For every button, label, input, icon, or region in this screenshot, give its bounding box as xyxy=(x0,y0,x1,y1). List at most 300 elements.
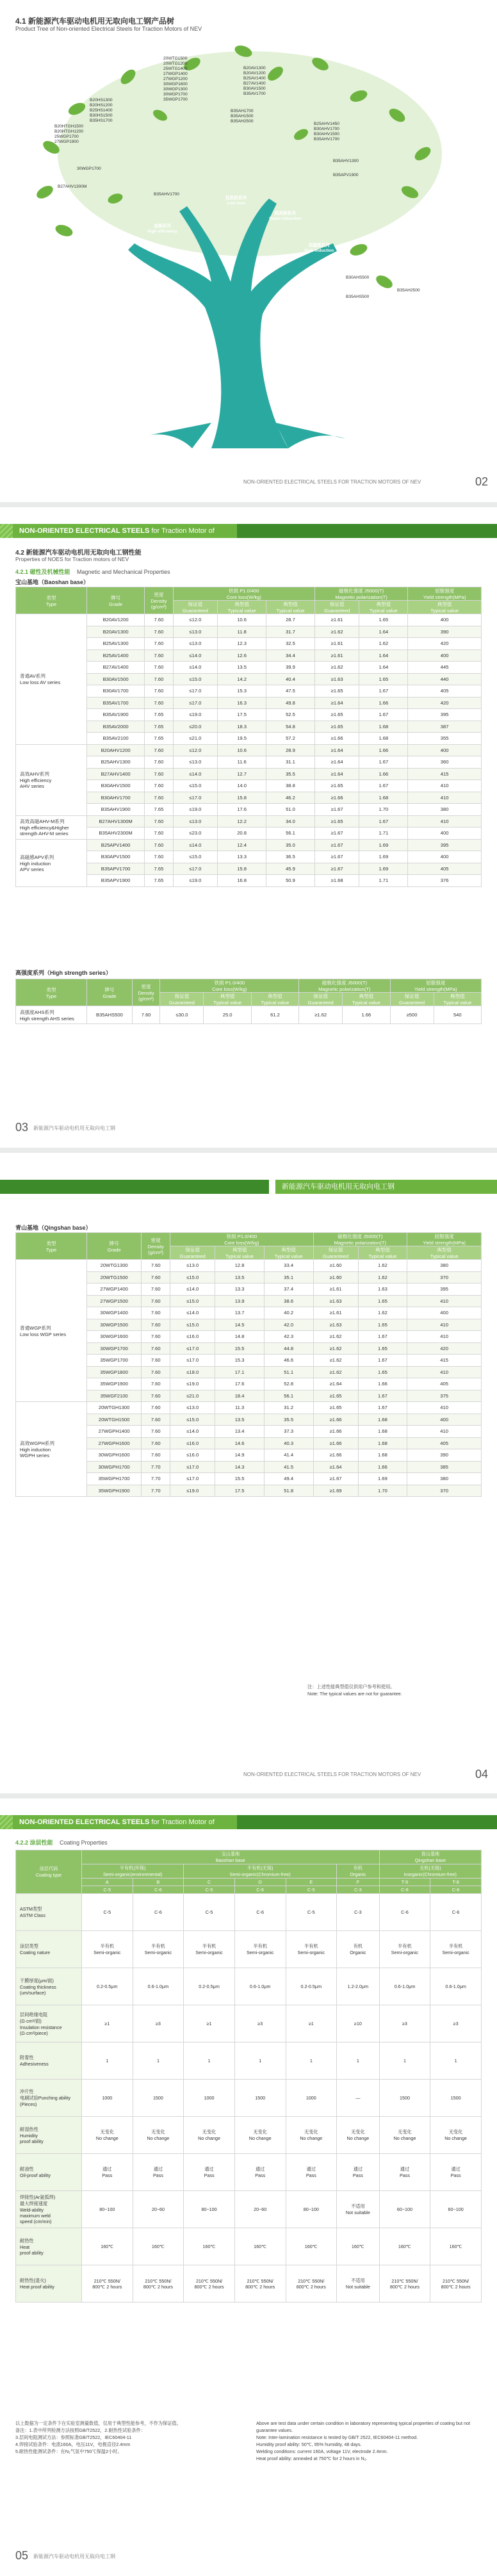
table-cell: 27WGP1500 xyxy=(87,1295,142,1307)
table-cell: ≥1.66 xyxy=(314,792,359,804)
table-cell: 7.65 xyxy=(145,875,173,887)
table-cell: 通过 Pass xyxy=(234,2154,286,2191)
col-grade: 牌号 Grade xyxy=(87,587,145,614)
table-cell: B35AHV1900 xyxy=(87,804,145,816)
table-cell: 35.1 xyxy=(264,1271,313,1284)
table-cell: 7.60 xyxy=(145,780,173,792)
table-cell: 405 xyxy=(408,863,482,875)
table-cell: 35.0 xyxy=(266,839,315,851)
table-cell: 无变化 No change xyxy=(234,2117,286,2154)
table-cell: ≥1.67 xyxy=(314,851,359,863)
table-cell: ≥1.67 xyxy=(314,827,359,840)
table-cell: B30AV1500 xyxy=(87,673,145,685)
page-product-tree xyxy=(0,0,497,502)
table-cell: 19.5 xyxy=(218,733,266,745)
table-cell: 80~100 xyxy=(286,2191,337,2228)
table-cell: 有机 Organic xyxy=(337,1931,380,1968)
notes-en: Above are test data under certain condition in laboratory representing typical properties of coating but not guarantee values. Note: Inter-lamination resistance is tested by GB/T 2522, IEC60404-11 method. Humidity proof ability: 50℃, 95% humidity, 48 days. Welding conditions: current 160A, voltage 11V, electrode 2.4mm. Heat proof ability: annealed at 750℃ for 2 hours in N₂. xyxy=(256,2420,471,2461)
table-cell: 41.5 xyxy=(264,1461,313,1473)
table-cell: 160℃ xyxy=(286,2228,337,2265)
table-cell: 1.62 xyxy=(358,1260,407,1272)
table-cell: 30WGPH1700 xyxy=(87,1461,142,1473)
table-cell: 1.66 xyxy=(359,697,408,709)
table-cell: 1.69 xyxy=(359,851,408,863)
table-cell: 1.69 xyxy=(358,1473,407,1485)
tree-branch-label: 高强度系列 High strength xyxy=(115,269,143,279)
table-cell: 通过 Pass xyxy=(379,2154,430,2191)
table-cell: 34.4 xyxy=(266,649,315,662)
table-cell: ≥1.67 xyxy=(314,839,359,851)
table-cell: 44.8 xyxy=(264,1342,313,1355)
table-cell: 1.65 xyxy=(359,614,408,626)
table-cell: ≥1.64 xyxy=(313,1461,358,1473)
table-cell: 31.1 xyxy=(266,756,315,769)
table-cell: 17.5 xyxy=(218,709,266,721)
row-header: 焊接性(Ar氩弧焊) 最大焊接速度 Weld-ability maximum weld speed (cm/min) xyxy=(16,2191,82,2228)
col-density: 密度 Density (g/cm³) xyxy=(142,1233,170,1260)
table-cell: 1.66 xyxy=(359,744,408,756)
table-cell: ≤12.0 xyxy=(173,614,217,626)
table-cell: ≥1.66 xyxy=(313,1437,358,1449)
table-cell: 540 xyxy=(434,1006,481,1024)
table-cell: 1.62 xyxy=(358,1271,407,1284)
table-cell: 415 xyxy=(407,1355,482,1367)
table-cell: 355 xyxy=(408,733,482,745)
table-cell: 16.8 xyxy=(218,875,266,887)
col-yield: 屈服强度 Yield strength(MPa) xyxy=(408,587,482,601)
table-cell: 20WTG1300 xyxy=(87,1260,142,1272)
table-cell: 49.4 xyxy=(264,1473,313,1485)
coating-code: B xyxy=(133,1879,184,1886)
table-cell: 17.6 xyxy=(218,804,266,816)
table-cell: 445 xyxy=(408,662,482,674)
table-cell: 35WGP1800 xyxy=(87,1366,142,1378)
tree-grade-label: 30WGP1700 xyxy=(77,167,101,171)
table-cell: — xyxy=(337,2080,380,2117)
col-typical: 典型值 Typical value xyxy=(359,601,408,614)
table-cell: 11.3 xyxy=(215,1402,265,1414)
table-cell: 1.67 xyxy=(359,756,408,769)
table-cell: 7.60 xyxy=(142,1378,170,1390)
banner-main: NON-ORIENTED ELECTRICAL STEELS xyxy=(19,1818,150,1826)
subsection-number: 4.2.2 涂层性能 xyxy=(15,1839,53,1846)
table-cell: 14.2 xyxy=(218,673,266,685)
table-cell: 40.3 xyxy=(264,1437,313,1449)
table-cell: 20WTGH1500 xyxy=(87,1414,142,1426)
table-cell: 13.7 xyxy=(215,1307,265,1319)
table-row xyxy=(16,1260,482,1272)
table-cell: 20WTGH1300 xyxy=(87,1402,142,1414)
table-cell: 57.2 xyxy=(266,733,315,745)
table-cell: 半有机 Semi-organic xyxy=(184,1931,235,1968)
table-cell: B20AV1200 xyxy=(87,614,145,626)
table-cell: 410 xyxy=(407,1295,482,1307)
col-typical: 典型值 Typical value xyxy=(358,1246,407,1260)
table-cell: B35APV1900 xyxy=(87,875,145,887)
table-cell: 1500 xyxy=(133,2080,184,2117)
table-cell: 7.60 xyxy=(145,649,173,662)
table-row xyxy=(16,2042,482,2080)
table-cell: ≤12.0 xyxy=(173,744,217,756)
table-cell: ≥1.65 xyxy=(314,815,359,827)
table-cell: ≥1 xyxy=(82,2005,133,2042)
col-guaranteed: 保证值 Guaranteed xyxy=(314,601,359,614)
section-banner: 新能源汽车驱动电机用无取向电工钢 xyxy=(275,1180,497,1194)
table-cell: 1.65 xyxy=(358,1366,407,1378)
table-cell: 160℃ xyxy=(133,2228,184,2265)
table-cell: 1.67 xyxy=(358,1355,407,1367)
table-cell: ≥10 xyxy=(337,2005,380,2042)
table-cell: 46.2 xyxy=(266,792,315,804)
col-density: 密度 Density (g/cm³) xyxy=(145,587,173,614)
table-cell: 1.67 xyxy=(358,1390,407,1402)
table-cell: 13.5 xyxy=(215,1271,265,1284)
table-cell: 25.0 xyxy=(204,1006,251,1024)
table-cell: ≥1.62 xyxy=(313,1366,358,1378)
table-cell: 0.6-1.0μm xyxy=(234,1968,286,2005)
row-header: 耐湿热性 Humidity proof ability xyxy=(16,2117,82,2154)
row-header: ASTM类型 ASTM Class xyxy=(16,1894,82,1931)
table-cell: 无变化 No change xyxy=(379,2117,430,2154)
subsection-heading xyxy=(15,1838,108,1846)
table-cell: 1.67 xyxy=(358,1402,407,1414)
table-cell: 7.65 xyxy=(145,733,173,745)
table-cell: 405 xyxy=(407,1437,482,1449)
table-cell: 420 xyxy=(408,697,482,709)
table-row xyxy=(16,1894,482,1931)
table-cell: B27AV1400 xyxy=(87,662,145,674)
table-cell: 31.7 xyxy=(266,626,315,638)
table-cell: ≥3 xyxy=(430,2005,482,2042)
notes-cn: 以上数据为一定条件下在实验室测量数值，仅用于典型性能参考，不作为保证值。 备注：1.表中所列检测方法按照GB/T2522，2.耐热性试验条件： 3.层间电阻测试方法：参照标准GB/T2522，IEC60404-11 4.焊接试验条件：电流160A，电压11V，电极直径2.4mm 5.耐热性能测试条件：在N₂气氛中750℃保温2小时。 xyxy=(15,2420,181,2454)
table-cell: 通过 Pass xyxy=(184,2154,235,2191)
table-cell: 13.4 xyxy=(215,1426,265,1438)
col-typical: 典型值 Typical value xyxy=(343,993,390,1006)
table-cell: 7.65 xyxy=(145,863,173,875)
table-cell: B35AV2100 xyxy=(87,733,145,745)
coating-code: D xyxy=(234,1879,286,1886)
table-cell: 1.70 xyxy=(359,804,408,816)
table-cell: ≥1.62 xyxy=(314,626,359,638)
table-cell: ≥1.65 xyxy=(313,1390,358,1402)
coating-class: C-5 xyxy=(184,1886,235,1894)
tree-grade-label: B25AHV1450 B30AHV1700 B30AHV1500 B35AHV1700 xyxy=(314,122,339,142)
table-cell: C-5 xyxy=(184,1894,235,1931)
footer-text: 新能源汽车驱动电机用无取向电工钢 xyxy=(33,1125,115,1131)
table-row xyxy=(16,2117,482,2154)
table-cell: B25AHV1300 xyxy=(87,756,145,769)
table-cell: C-6 xyxy=(430,1894,482,1931)
tree-branch-label: 超高频系列 Super induction xyxy=(269,211,302,221)
table-cell: 51.0 xyxy=(266,804,315,816)
table-cell: 410 xyxy=(407,1402,482,1414)
table-cell: 395 xyxy=(408,709,482,721)
table-cell: 51.8 xyxy=(264,1485,313,1497)
table-cell: 7.60 xyxy=(142,1260,170,1272)
table-cell: 7.60 xyxy=(142,1449,170,1462)
high-strength-table xyxy=(15,979,482,1024)
footer-text: NON-ORIENTED ELECTRICAL STEELS FOR TRACTION MOTORS OF NEV xyxy=(243,479,421,485)
table-cell: 13.3 xyxy=(218,851,266,863)
table-cell: 7.60 xyxy=(142,1307,170,1319)
table-cell: 375 xyxy=(407,1390,482,1402)
table-cell: 1.67 xyxy=(359,780,408,792)
table-cell: 7.60 xyxy=(145,638,173,650)
table-cell: 80~100 xyxy=(82,2191,133,2228)
table-cell: B35AV2000 xyxy=(87,721,145,733)
table-cell: 无变化 No change xyxy=(184,2117,235,2154)
table-cell: ≤14.0 xyxy=(173,839,217,851)
table-cell: 13.5 xyxy=(215,1414,265,1426)
table-cell: 1.64 xyxy=(359,626,408,638)
table-cell: ≤17.0 xyxy=(170,1473,215,1485)
table-cell: ≥1.62 xyxy=(299,1006,343,1024)
table-cell: ≥1.62 xyxy=(313,1355,358,1367)
table-cell: 15.3 xyxy=(215,1355,265,1367)
table-row xyxy=(16,1968,482,2005)
page-subtitle: Product Tree of Non-oriented Electrical Steels for Traction Motors of NEV xyxy=(15,26,202,32)
table-cell: 7.60 xyxy=(145,626,173,638)
col-core-loss: 铁损 P1.0/400 Core loss(W/kg) xyxy=(160,979,299,993)
table-cell: 380 xyxy=(407,1473,482,1485)
table-cell: 7.60 xyxy=(142,1271,170,1284)
page-title: 4.1 新能源汽车驱动电机用无取向电工钢产品树 xyxy=(15,17,175,26)
table-cell: 35WGPH1900 xyxy=(87,1485,142,1497)
table-cell: 7.60 xyxy=(145,662,173,674)
table-cell: 14.6 xyxy=(215,1437,265,1449)
table-cell: 400 xyxy=(407,1307,482,1319)
series-category: 高效高磁AHV-M系列 High efficiency&Higher strength AHV-M series xyxy=(16,815,87,839)
table-cell: 46.6 xyxy=(264,1355,313,1367)
table-cell: 17.6 xyxy=(215,1378,265,1390)
tree-grade-label: B35AHS500 xyxy=(346,295,370,299)
table-cell: 1000 xyxy=(184,2080,235,2117)
table-cell: 1500 xyxy=(430,2080,482,2117)
table-cell: 15.5 xyxy=(215,1342,265,1355)
series-category: 普通WGP系列 Low loss WGP series xyxy=(16,1260,87,1402)
table-cell: ≥1.66 xyxy=(313,1414,358,1426)
banner-tail: for Traction Motor of NEV xyxy=(19,527,215,549)
table-cell: 无变化 No change xyxy=(286,2117,337,2154)
col-guaranteed: 保证值 Guaranteed xyxy=(160,993,204,1006)
note-cn: 注：上述性能典型值仅供用户参考和使用。 xyxy=(307,1684,395,1690)
table-cell: 7.65 xyxy=(145,721,173,733)
table-cell: 12.4 xyxy=(218,839,266,851)
table-cell: 7.60 xyxy=(142,1366,170,1378)
table-cell: 12.8 xyxy=(215,1260,265,1272)
table-cell: 13.9 xyxy=(215,1295,265,1307)
table-cell: 7.60 xyxy=(142,1331,170,1343)
table-cell: 不适用 Not suitable xyxy=(337,2265,380,2303)
table-cell: 400 xyxy=(408,614,482,626)
table-row xyxy=(16,2228,482,2265)
table-cell: B35APV1700 xyxy=(87,863,145,875)
table-cell: 37.3 xyxy=(264,1426,313,1438)
table-cell: 410 xyxy=(408,792,482,804)
table-cell: 7.65 xyxy=(145,804,173,816)
table-row xyxy=(16,815,482,827)
table-cell: 27WGPH1600 xyxy=(87,1437,142,1449)
col-polarization: 磁极化强度 J5000(T) Magnetic polarization(T) xyxy=(313,1233,407,1246)
subgroup-head: 半有机(环保) Semi-organic(environmental) xyxy=(82,1864,184,1879)
table-cell: 1.68 xyxy=(359,792,408,804)
table-cell: 13.3 xyxy=(215,1284,265,1296)
table-cell: 1.65 xyxy=(358,1342,407,1355)
table-cell: 1.68 xyxy=(359,733,408,745)
table-cell: 1000 xyxy=(286,2080,337,2117)
table-cell: 14.3 xyxy=(215,1461,265,1473)
coating-code: T-8 xyxy=(430,1879,482,1886)
table-cell: 210℃ 550N/ 800℃ 2 hours xyxy=(82,2265,133,2303)
table-cell: 7.60 xyxy=(145,851,173,863)
subgroup-head: 有机 Organic xyxy=(337,1864,380,1879)
table-cell: ≤17.0 xyxy=(170,1342,215,1355)
tree-grade-label: B20AV1300 B20AV1200 B25AV1400 B27AV1400 B30AV1500 B35AV1700 xyxy=(243,66,266,96)
page-magnetic-properties-qingshan xyxy=(0,1153,497,1793)
table-cell: 1 xyxy=(337,2042,380,2080)
table-cell: 12.7 xyxy=(218,768,266,780)
table-row xyxy=(16,2191,482,2228)
page-number: 02 xyxy=(475,475,489,488)
table-cell: ≤17.0 xyxy=(173,792,217,804)
table-cell: 1.62 xyxy=(359,638,408,650)
table-cell: 0.6-1.0μm xyxy=(133,1968,184,2005)
table-cell: ≥1 xyxy=(286,2005,337,2042)
table-cell: 1.71 xyxy=(359,875,408,887)
table-cell: ≥1.61 xyxy=(314,649,359,662)
tree-grade-label: B35AH2500 xyxy=(397,288,420,293)
section-subtitle: Properties of NOES for Traction motors of NEV xyxy=(15,556,129,562)
table-cell: 0.6-1.0μm xyxy=(430,1968,482,2005)
tree-branch-label: 高磁感系列 High induction xyxy=(304,243,334,253)
table-cell: ≤21.0 xyxy=(173,733,217,745)
footer-text: 新能源汽车驱动电机用无取向电工钢 xyxy=(33,2554,115,2559)
table-cell: 半有机 Semi-organic xyxy=(82,1931,133,1968)
banner-extension xyxy=(237,524,497,538)
table-cell: 7.60 xyxy=(145,827,173,840)
table-cell: ≥1.64 xyxy=(314,756,359,769)
table-cell: ≥1.62 xyxy=(313,1331,358,1343)
table-cell: 无变化 No change xyxy=(82,2117,133,2154)
table-cell: 1.64 xyxy=(359,649,408,662)
table-cell: ≤13.0 xyxy=(170,1402,215,1414)
col-yield: 屈服强度 Yield strength(MPa) xyxy=(390,979,481,993)
table-cell: 7.60 xyxy=(142,1284,170,1296)
table-cell: ≤13.0 xyxy=(173,638,217,650)
table-cell: 18.3 xyxy=(218,721,266,733)
series-category: 高强度AHS系列 High strength AHS series xyxy=(16,1006,87,1024)
table-cell: 1.68 xyxy=(358,1449,407,1462)
table-cell: C-5 xyxy=(286,1894,337,1931)
table-cell: 160℃ xyxy=(184,2228,235,2265)
table-cell: ≥1.67 xyxy=(314,863,359,875)
table-cell: B27AHV1400 xyxy=(87,768,145,780)
table-cell: 1.69 xyxy=(359,863,408,875)
banner-main: NON-ORIENTED ELECTRICAL STEELS xyxy=(19,527,150,535)
table-cell: 7.60 xyxy=(145,756,173,769)
tree-grade-label: B35AHV1700 xyxy=(154,192,179,197)
table-cell: 7.60 xyxy=(142,1426,170,1438)
table-cell: 51.1 xyxy=(264,1366,313,1378)
table-cell: 17.5 xyxy=(215,1485,265,1497)
subsection-english: Coating Properties xyxy=(60,1839,108,1846)
table-cell: 10.6 xyxy=(218,614,266,626)
table-cell: ≤19.0 xyxy=(170,1485,215,1497)
product-tree-illustration xyxy=(0,38,497,448)
row-header: 耐热性 Heat proof ability xyxy=(16,2228,82,2265)
table-cell: 410 xyxy=(407,1331,482,1343)
tree-grade-label: B35AHV1300 xyxy=(333,159,359,163)
table-cell: C-6 xyxy=(379,1894,430,1931)
col-typical: 典型值 Typical value xyxy=(218,601,266,614)
col-polarization: 磁极化强度 J5000(T) Magnetic polarization(T) xyxy=(299,979,390,993)
table-cell: 1.67 xyxy=(359,709,408,721)
table-cell: 31.2 xyxy=(264,1402,313,1414)
table-cell: ≤17.0 xyxy=(173,863,217,875)
table-cell: B30AHV1500 xyxy=(87,780,145,792)
table-cell: 390 xyxy=(407,1449,482,1462)
table-cell: 1.68 xyxy=(358,1414,407,1426)
table-cell: ≥1.64 xyxy=(314,744,359,756)
coating-code: A xyxy=(82,1879,133,1886)
table-cell: 1.68 xyxy=(358,1437,407,1449)
table-cell: ≥1.62 xyxy=(314,662,359,674)
table-cell: ≤15.0 xyxy=(173,673,217,685)
table-cell: C-6 xyxy=(133,1894,184,1931)
table-cell: 35WGPH1700 xyxy=(87,1473,142,1485)
table-cell: 52.8 xyxy=(264,1378,313,1390)
series-category: 高磁感APV系列 High induction APV series xyxy=(16,839,87,886)
table-cell: 210℃ 550N/ 800℃ 2 hours xyxy=(133,2265,184,2303)
table-cell: 52.5 xyxy=(266,709,315,721)
qingshan-property-table xyxy=(15,1232,482,1497)
row-header: 层间绝缘电阻 (Ω·cm²/面) Insulation resistance (Ω·cm²/piece) xyxy=(16,2005,82,2042)
table-cell: 7.70 xyxy=(142,1473,170,1485)
table-cell: ≤16.0 xyxy=(170,1449,215,1462)
col-guaranteed: 保证值 Guaranteed xyxy=(173,601,217,614)
tree-grade-label: B20HS1300 B20HS1200 B25HS1400 B30HS1500 B35HS1700 xyxy=(90,98,113,123)
table-cell: ≥1.63 xyxy=(313,1319,358,1331)
table-cell: 1.71 xyxy=(359,827,408,840)
table-cell: 7.65 xyxy=(145,709,173,721)
table-cell: ≤17.0 xyxy=(170,1461,215,1473)
table-cell: 14.8 xyxy=(215,1331,265,1343)
table-cell: 半有机 Semi-organic xyxy=(234,1931,286,1968)
col-type: 类型 Type xyxy=(16,979,87,1006)
table-row xyxy=(16,2154,482,2191)
page-number: 03 xyxy=(15,1121,29,1134)
table-cell: ≤17.0 xyxy=(173,697,217,709)
table-cell: 380 xyxy=(407,1260,482,1272)
table-cell: 410 xyxy=(407,1426,482,1438)
table-cell: ≥1.60 xyxy=(313,1260,358,1272)
table-cell: C-5 xyxy=(82,1894,133,1931)
table-cell: 15.5 xyxy=(215,1473,265,1485)
col-density: 密度 Density (g/cm³) xyxy=(132,979,160,1006)
table-cell: 20~60 xyxy=(133,2191,184,2228)
table-cell: 400 xyxy=(408,851,482,863)
table-cell: B27AHV1300M xyxy=(87,815,145,827)
table-cell: ≥1.61 xyxy=(314,614,359,626)
table-cell: 60~100 xyxy=(379,2191,430,2228)
table-cell: 38.8 xyxy=(266,780,315,792)
table-cell: 1 xyxy=(133,2042,184,2080)
table-cell: 1.67 xyxy=(359,815,408,827)
table-cell: 20.8 xyxy=(218,827,266,840)
banner-extension xyxy=(237,1815,497,1829)
table-cell: ≥1.65 xyxy=(313,1402,358,1414)
coating-class: C-6 xyxy=(133,1886,184,1894)
